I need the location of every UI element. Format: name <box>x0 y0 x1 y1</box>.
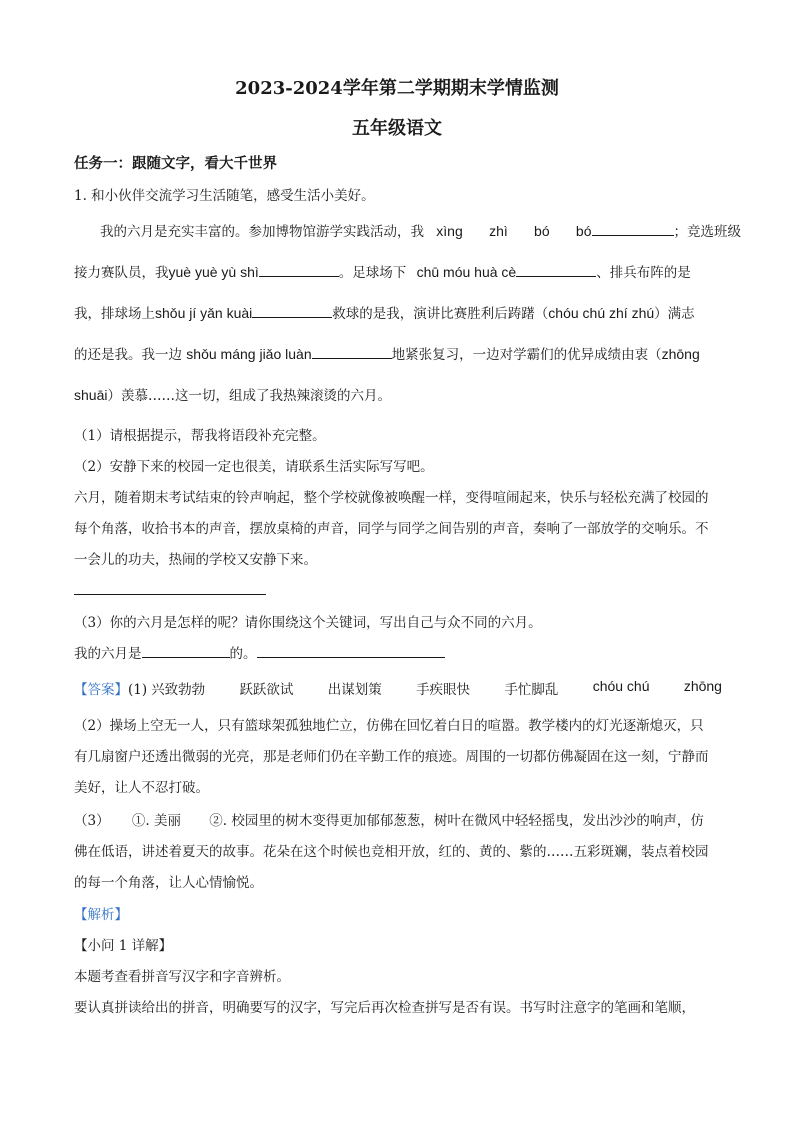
answer-line-1 <box>74 678 722 698</box>
pinyin-hint: chū móu huà cè <box>416 264 517 280</box>
answer-blank[interactable] <box>592 222 674 236</box>
answer-prefix: (1) <box>128 682 148 698</box>
pinyin-hint: bó <box>534 223 550 239</box>
analysis-label: 【解析】 <box>74 907 128 923</box>
paragraph-line-1 <box>100 220 741 240</box>
pinyin-hint: shǒu jí yǎn kuài <box>155 305 253 321</box>
my-june-line <box>74 642 445 662</box>
paragraph-text: 我的六月是充实丰富的。参加博物馆游学实践活动，我 <box>100 224 424 240</box>
analysis-line: 本题考查看拼音写汉字和字音辨析。 <box>74 969 290 985</box>
answer-item: 手疾眼快 <box>416 682 471 698</box>
answer-3-line: 的每一个角落，让人心情愉悦。 <box>74 875 263 891</box>
answer-writing-line[interactable] <box>74 594 266 595</box>
passage-line: 一会儿的功夫，热闹的学校又安静下来。 <box>74 552 317 568</box>
answer-blank[interactable] <box>516 263 596 277</box>
answer-pinyin: chóu chú <box>592 678 650 694</box>
pinyin-text: zhōng <box>661 346 700 362</box>
pinyin-hint: yuè yuè yù shì <box>168 264 259 280</box>
answer-3-option-1: ①. 美丽 <box>131 813 181 829</box>
paragraph-line-5 <box>74 384 391 404</box>
answer-blank[interactable] <box>252 304 332 318</box>
my-june-suffix: 的。 <box>229 646 257 662</box>
pinyin-text: shuāi <box>74 387 108 403</box>
answer-item: 出谋划策 <box>327 682 382 698</box>
task-heading: 任务一：跟随文字，看大千世界 <box>74 155 277 172</box>
paragraph-line-4 <box>74 343 700 363</box>
analysis-line: 要认真拼读给出的拼音，明确要写的汉字，写完后再次检查拼写是否有误。书写时注意字的笔画和笔顺， <box>74 1000 695 1016</box>
answer-2-line: （2）操场上空无一人，只有篮球架孤独地伫立，仿佛在回忆着白日的喧嚣。教学楼内的灯光逐渐熄灭，只 <box>74 718 704 734</box>
paragraph-text: 。足球场下 <box>338 265 407 281</box>
paragraph-line-2 <box>74 261 691 281</box>
paragraph-text: 接力赛队员，我 <box>74 265 169 281</box>
answer-3-prefix: （3） <box>74 813 110 829</box>
sub-question-1: （1）请根据提示，帮我将语段补充完整。 <box>74 428 326 444</box>
answer-label: 【答案】 <box>74 682 128 698</box>
sub-question-3: （3）你的六月是怎样的呢？请你围绕这个关键词，写出自己与众不同的六月。 <box>74 615 542 631</box>
my-june-label: 我的六月是 <box>74 646 142 662</box>
answer-blank[interactable] <box>312 345 392 359</box>
passage-line: 六月，随着期末考试结束的铃声响起，整个学校就像被唤醒一样，变得喧闹起来，快乐与轻松充满了校园的 <box>74 490 709 506</box>
answer-pinyin: zhōng <box>683 678 722 694</box>
question-1-intro: 1. 和小伙伴交流学习生活随笔，感受生活小美好。 <box>74 188 375 204</box>
pinyin-hint: zhì <box>489 223 508 239</box>
pinyin-hint: shǒu máng jiǎo luàn <box>186 346 312 362</box>
answer-3-line <box>74 809 704 829</box>
answer-2-line: 有几扇窗户还透出微弱的光亮，那是老师们仍在辛勤工作的痕迹。周围的一切都仿佛凝固在这一刻，宁静而 <box>74 749 709 765</box>
paragraph-text: ）羡慕……这一切，组成了我热辣滚烫的六月。 <box>107 388 391 404</box>
paragraph-line-3 <box>74 302 695 322</box>
answer-blank[interactable] <box>259 263 339 277</box>
answer-3-line: 佛在低语，讲述着夏天的故事。花朵在这个时候也竞相开放，红的、黄的、紫的……五彩斑斓，装点着校园 <box>74 844 709 860</box>
answer-2-line: 美好，让人不忍打破。 <box>74 780 209 796</box>
analysis-subheading: 【小问 1 详解】 <box>74 938 173 954</box>
keyword-blank[interactable] <box>142 644 230 658</box>
paragraph-text: 、排兵布阵的是 <box>596 265 691 281</box>
exam-title: 2023-2024学年第二学期期末学情监测 <box>235 78 559 99</box>
answer-3-option-2: ②. 校园里的树木变得更加郁郁葱葱，树叶在微风中轻轻摇曳，发出沙沙的响声，仿 <box>209 813 704 829</box>
paragraph-text: 的还是我。我一边 <box>74 347 182 363</box>
paragraph-text: 地紧张复习，一边对学霸们的优异成绩由衷（ <box>391 347 662 363</box>
paragraph-text: ）满志 <box>654 306 695 322</box>
essay-blank[interactable] <box>257 644 445 658</box>
answer-item: 跃跃欲试 <box>239 682 294 698</box>
pinyin-text: chóu chú zhí zhú <box>548 305 655 321</box>
paragraph-text: ；竞选班级 <box>673 224 741 240</box>
answer-item: 兴致勃勃 <box>151 682 206 698</box>
answer-item: 手忙脚乱 <box>504 682 559 698</box>
pinyin-hint: bó <box>575 223 592 239</box>
pinyin-hint: xìng <box>436 223 463 239</box>
passage-line: 每个角落，收拾书本的声音，摆放桌椅的声音，同学与同学之间告别的声音，奏响了一部放学的交响乐。不 <box>74 521 709 537</box>
paragraph-text: 救球的是我，演讲比赛胜利后踌躇（ <box>332 306 549 322</box>
sub-question-2: （2）安静下来的校园一定也很美，请联系生活实际写写吧。 <box>74 459 434 475</box>
paragraph-text: 我，排球场上 <box>74 306 155 322</box>
exam-subtitle: 五年级语文 <box>352 118 442 139</box>
